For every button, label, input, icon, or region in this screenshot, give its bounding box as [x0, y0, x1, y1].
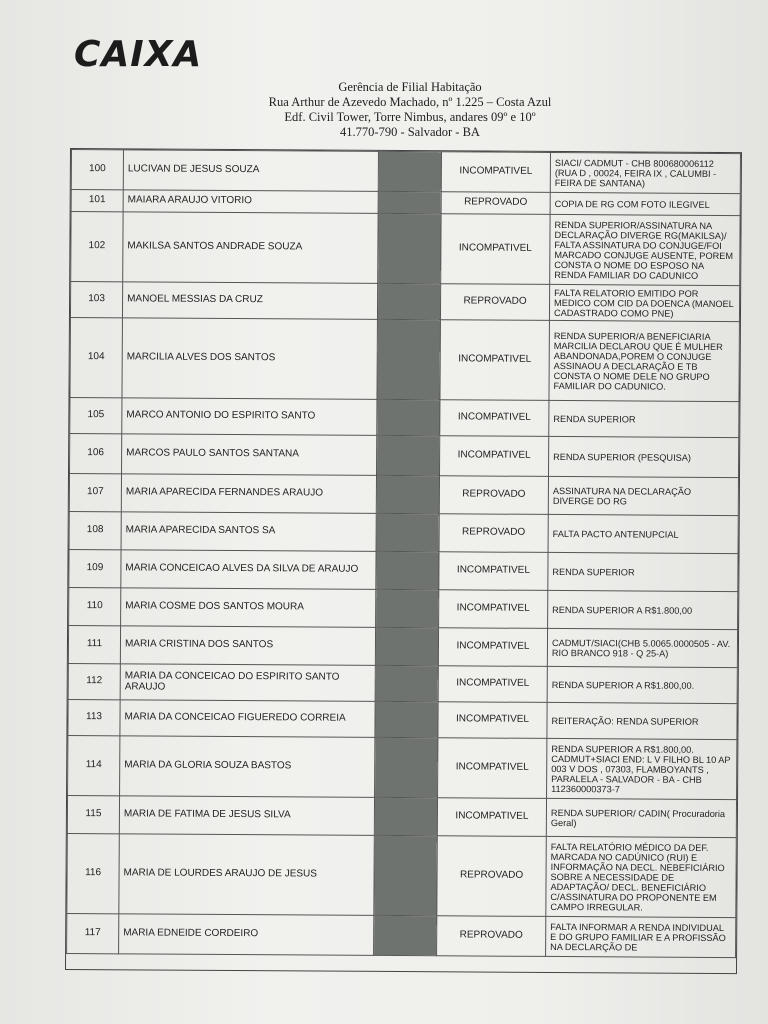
row-number: 110 — [69, 588, 121, 626]
observation-cell: ASSINATURA NA DECLARAÇÃO DIVERGE DO RG — [548, 476, 738, 515]
applicant-name: MAKILSA SANTOS ANDRADE SOUZA — [123, 212, 378, 284]
row-number: 101 — [71, 190, 123, 212]
observation-cell: RENDA SUPERIOR A R$1.800,00. CADMUT+SIACI END: L V FILHO BL 10 AP 003 V DOS , 07303, FLAMBOYANTS , PARALELA - SALVADOR - BA - CHB 112360000373-7 — [547, 738, 737, 799]
header-line: Gerência de Filial Habitação — [338, 80, 482, 94]
table-row — [71, 212, 740, 286]
observation-cell: RENDA SUPERIOR/ASSINATURA NA DECLARAÇÃO DIVERGE RG(MAKILSA)/ FALTA ASSINATURA DO CONJUGE/FOI MARCADO CONJUGE AUSENTE, POREM CONSTA O NOME DO ESPOSO NA RENDA FAMILIAR DO CADUNICO — [550, 214, 740, 285]
applicant-name: MARIA DA GLORIA SOUZA BASTOS — [120, 736, 375, 798]
status-cell: INCOMPATIVEL — [439, 590, 548, 629]
status-cell: INCOMPATIVEL — [437, 798, 546, 837]
table-row — [67, 833, 736, 917]
header-line: Edf. Civil Tower, Torre Nimbus, andares 09º e 10º — [284, 110, 536, 124]
table-row — [69, 588, 738, 630]
table-row — [69, 550, 738, 592]
table-row — [68, 663, 737, 703]
redacted-cell — [374, 835, 437, 915]
status-cell: REPROVADO — [439, 476, 548, 515]
status-cell: INCOMPATIVEL — [439, 552, 548, 591]
row-number: 107 — [69, 474, 121, 512]
row-number: 114 — [68, 735, 120, 795]
table-row — [68, 735, 737, 799]
redacted-cell — [377, 435, 440, 475]
row-number: 103 — [70, 282, 122, 318]
table-row — [69, 512, 738, 554]
applicant-name: MARCILIA ALVES DOS SANTOS — [122, 318, 377, 400]
observation-cell: RENDA SUPERIOR — [548, 552, 738, 591]
redacted-cell — [376, 589, 439, 627]
status-cell: INCOMPATIVEL — [440, 400, 549, 437]
applicant-name: MARIA APARECIDA SANTOS SA — [121, 512, 376, 552]
row-number: 111 — [68, 626, 120, 664]
table-body — [67, 150, 741, 958]
applicant-name: MARCO ANTONIO DO ESPIRITO SANTO — [122, 398, 377, 436]
row-number: 102 — [71, 212, 123, 282]
table-row — [68, 626, 737, 668]
status-cell: INCOMPATIVEL — [438, 628, 547, 667]
observation-cell: CADMUT/SIACI(CHB 5.0065.0000505 - AV. RIO BRANCO 918 - Q 25-A) — [547, 628, 737, 667]
applicant-name: MARIA DE FATIMA DE JESUS SILVA — [119, 796, 374, 836]
table-row — [69, 474, 738, 516]
observation-cell: RENDA SUPERIOR (PESQUISA) — [549, 436, 739, 477]
applicant-name: MARCOS PAULO SANTOS SANTANA — [122, 434, 377, 476]
redacted-cell — [376, 513, 439, 551]
redacted-cell — [378, 191, 441, 213]
redacted-cell — [376, 551, 439, 589]
observation-cell: RENDA SUPERIOR A R$1.800,00 — [548, 590, 738, 629]
redacted-cell — [377, 399, 440, 435]
redacted-cell — [377, 319, 440, 399]
status-cell: INCOMPATIVEL — [440, 436, 549, 477]
row-number: 106 — [70, 434, 122, 474]
observation-cell: SIACI/ CADMUT - CHB 800680006112 (RUA D , 00024, FEIRA IX , CALUMBI - FEIRA DE SANTANA) — [550, 152, 740, 193]
status-cell: REPROVADO — [437, 836, 546, 917]
table-row — [70, 318, 739, 402]
status-cell: INCOMPATIVEL — [441, 152, 550, 193]
row-number: 105 — [70, 398, 122, 434]
redacted-cell — [378, 151, 441, 191]
table-row — [70, 282, 739, 322]
redacted-cell — [375, 665, 438, 701]
applicant-name: MARIA CONCEICAO ALVES DA SILVA DE ARAUJO — [121, 550, 376, 590]
row-number: 117 — [67, 913, 119, 953]
table-row — [67, 913, 736, 957]
applicant-name: MARIA APARECIDA FERNANDES ARAUJO — [121, 474, 376, 514]
status-cell: REPROVADO — [441, 192, 550, 215]
redacted-cell — [375, 627, 438, 665]
table-row — [67, 795, 736, 837]
applicant-name: MARIA COSME DOS SANTOS MOURA — [121, 588, 376, 628]
observation-cell: RENDA SUPERIOR A R$1.800,00. — [547, 666, 737, 703]
observation-cell: FALTA RELATORIO EMITIDO POR MEDICO COM CID DA DOENCA (MANOEL CADASTRADO COMO PNE) — [549, 284, 739, 321]
observation-cell: FALTA RELATÓRIO MÉDICO DA DEF. MARCADA NO CADÚNICO (RUI) E INFORMAÇÃO NA DECL. NEBEFICIÁRIO SOBRE A NECESSIDADE DE ADAPTAÇÃO/ DECL. BENEFICIÁRIO C/ASSINATURA DO PROPONENTE EM CAMPO IRREGULAR. — [546, 836, 736, 917]
status-cell: REPROVADO — [440, 284, 549, 321]
applicant-name: MARIA DA CONCEICAO DO ESPIRITO SANTO ARAUJO — [120, 664, 375, 702]
observation-cell: RENDA SUPERIOR/A BENEFICIARIA MARCILIA DECLAROU QUE É MULHER ABANDONADA,POREM O CONJUGE ASSINAOU A DECLARAÇÃO E TB CONSTA O NOME DELE NO GRUPO FAMILIAR DO CADUNICO. — [549, 320, 739, 401]
status-cell: REPROVADO — [437, 916, 546, 957]
observation-cell: COPIA DE RG COM FOTO ILEGIVEL — [550, 192, 740, 215]
applicant-name: MARIA DE LOURDES ARAUJO DE JESUS — [119, 834, 374, 916]
caixa-logo: CAIXA — [74, 34, 203, 75]
applicant-name: MARIA CRISTINA DOS SANTOS — [120, 626, 375, 666]
table-row — [70, 398, 739, 438]
row-number: 112 — [68, 663, 120, 699]
row-number: 115 — [67, 795, 119, 833]
observation-cell: REITERAÇÃO: RENDA SUPERIOR — [547, 702, 737, 739]
redacted-cell — [376, 475, 439, 513]
table-row — [71, 150, 740, 194]
row-number: 113 — [68, 699, 120, 735]
document-header — [250, 80, 570, 140]
applicant-name: MARIA DA CONCEICAO FIGUEREDO CORREIA — [120, 700, 375, 738]
observation-cell: FALTA PACTO ANTENUPCIAL — [548, 514, 738, 553]
header-line: Rua Arthur de Azevedo Machado, nº 1.225 – Costa Azul — [268, 95, 552, 109]
row-number: 116 — [67, 833, 119, 913]
applicant-name: MAIARA ARAUJO VITORIO — [123, 190, 378, 214]
redacted-cell — [375, 737, 438, 797]
row-number: 109 — [69, 550, 121, 588]
applicant-name: LUCIVAN DE JESUS SOUZA — [123, 150, 378, 192]
applicant-name: MANOEL MESSIAS DA CRUZ — [122, 282, 377, 320]
redacted-cell — [377, 283, 440, 319]
observation-cell: FALTA INFORMAR A RENDA INDIVIDUAL E DO GRUPO FAMILIAR E A PROFISSÃO NA DECLARÇÃO DE — [546, 916, 736, 957]
row-number: 104 — [70, 318, 122, 398]
table-row — [68, 699, 737, 739]
status-cell: INCOMPATIVEL — [440, 320, 549, 401]
redacted-cell — [378, 213, 441, 283]
status-cell: INCOMPATIVEL — [441, 214, 550, 285]
observation-cell: RENDA SUPERIOR/ CADIN( Procuradoria Geral) — [546, 798, 736, 837]
redacted-cell — [374, 797, 437, 835]
redacted-cell — [375, 701, 438, 737]
table-row — [70, 434, 739, 478]
status-cell: INCOMPATIVEL — [438, 702, 547, 739]
header-line: 41.770-790 - Salvador - BA — [340, 125, 480, 139]
status-cell: INCOMPATIVEL — [438, 738, 547, 799]
redacted-cell — [374, 915, 437, 955]
results-table — [65, 148, 742, 974]
applicant-name: MARIA EDNEIDE CORDEIRO — [119, 914, 374, 956]
status-cell: REPROVADO — [439, 514, 548, 553]
row-number: 108 — [69, 512, 121, 550]
status-cell: INCOMPATIVEL — [438, 666, 547, 703]
row-number: 100 — [71, 150, 123, 190]
observation-cell: RENDA SUPERIOR — [549, 400, 739, 437]
